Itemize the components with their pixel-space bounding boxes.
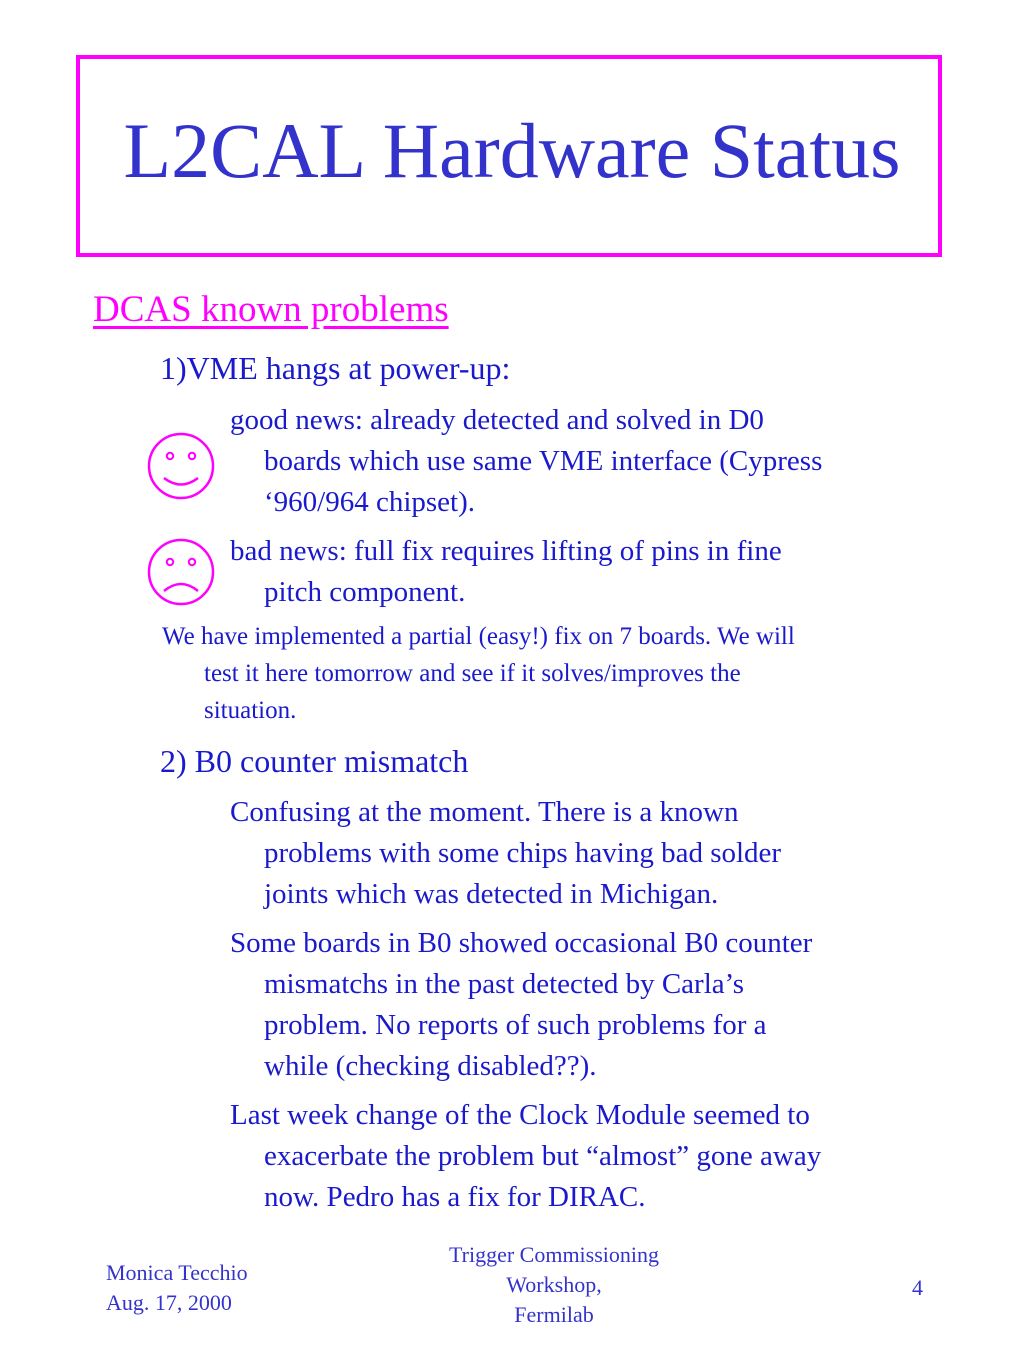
partial-fix-line-2: test it here tomorrow and see if it solves/improves the [204,660,741,687]
footer-event-line-3: Fermilab [514,1302,594,1327]
footer-event-block [404,1240,704,1330]
footer-event-line-2: Workshop, [506,1272,602,1297]
some-boards-text [230,923,812,1087]
partial-fix-text [162,618,795,729]
partial-fix-line-3: situation. [204,697,297,724]
confusing-line-2: problems with some chips having bad solder [264,837,782,869]
partial-fix-line-1: We have implemented a partial (easy!) fix on 7 boards. We will [162,623,795,650]
some-boards-line-2: mismatchs in the past detected by Carla’s [264,968,744,1000]
item-2-title: 2) B0 counter mismatch [160,743,469,779]
footer-author-block [106,1258,248,1318]
good-news-line-2: boards which use same VME interface (Cypress [264,445,823,477]
last-week-line-1: Last week change of the Clock Module seemed to [230,1099,810,1131]
good-news-text [230,400,822,523]
some-boards-line-4: while (checking disabled??). [264,1050,597,1082]
last-week-line-3: now. Pedro has a fix for DIRAC. [264,1181,646,1213]
last-week-text [230,1095,821,1218]
confusing-text [230,792,781,915]
section-heading: DCAS known problems [93,289,449,330]
some-boards-line-3: problem. No reports of such problems for a [264,1009,767,1041]
good-news-line-1: good news: already detected and solved in D0 [230,404,764,436]
bad-news-line-1: bad news: full fix requires lifting of pins in fine [230,535,782,567]
last-week-line-2: exacerbate the problem but “almost” gone away [264,1140,822,1172]
footer-author: Monica Tecchio [106,1260,248,1285]
footer-event-line-1: Trigger Commissioning [448,1242,660,1267]
some-boards-line-1: Some boards in B0 showed occasional B0 counter [230,927,813,959]
slide-title: L2CAL Hardware Status [123,107,901,194]
footer-page-number: 4 [912,1275,923,1300]
confusing-line-3: joints which was detected in Michigan. [264,878,719,910]
bad-news-text [230,531,782,613]
smiley-face-icon [146,431,216,501]
item-1-title: 1)VME hangs at power-up: [160,350,511,386]
confusing-line-1: Confusing at the moment. There is a known [230,796,739,828]
good-news-line-3: ‘960/964 chipset). [264,486,476,518]
footer-date: Aug. 17, 2000 [106,1290,232,1315]
frowning-face-icon [146,537,216,607]
bad-news-line-2: pitch component. [264,576,466,608]
